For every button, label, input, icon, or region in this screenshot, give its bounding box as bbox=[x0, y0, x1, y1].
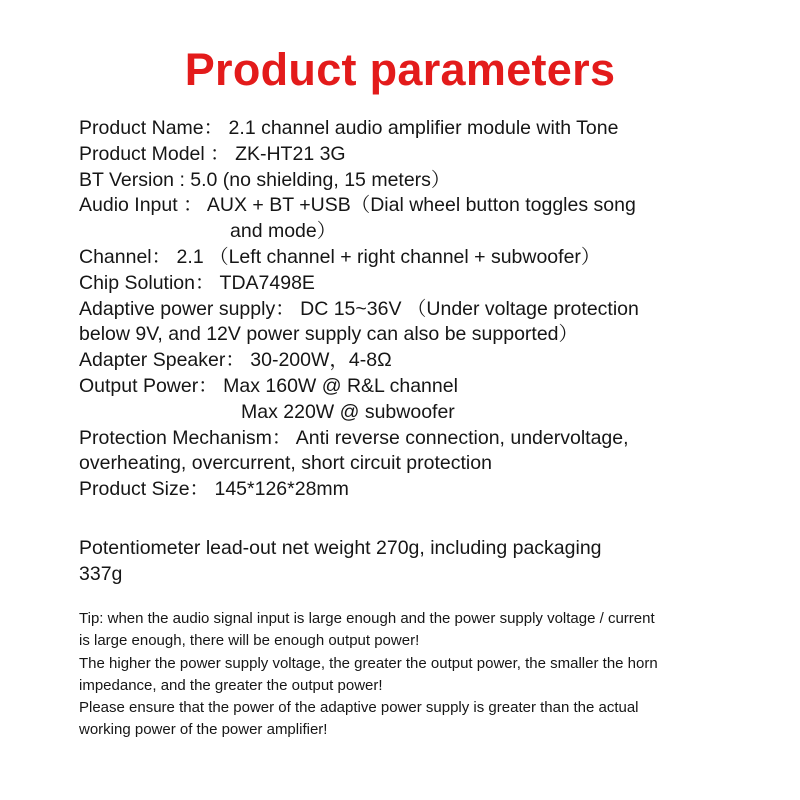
tip-line: impedance, and the greater the output power! bbox=[79, 676, 383, 694]
weight-note bbox=[79, 536, 719, 588]
param-channel: Channel： 2.1 （Left channel + right channel + subwoofer） bbox=[79, 245, 601, 268]
param-protection-cont: overheating, overcurrent, short circuit protection bbox=[79, 452, 492, 475]
param-output-power-cont: Max 220W @ subwoofer bbox=[241, 400, 455, 423]
tip-line: The higher the power supply voltage, the greater the output power, the smaller the horn bbox=[79, 654, 658, 672]
param-chip-solution: Chip Solution： TDA7498E bbox=[79, 271, 315, 294]
tip-line: working power of the power amplifier! bbox=[79, 721, 328, 739]
param-audio-input-cont: and mode） bbox=[230, 220, 337, 243]
param-output-power: Output Power： Max 160W @ R&L channel bbox=[79, 374, 458, 397]
page-title: Product parameters bbox=[184, 44, 616, 95]
weight-line: 337g bbox=[79, 562, 123, 585]
param-bt-version: BT Version : 5.0 (no shielding, 15 meters） bbox=[79, 168, 451, 191]
tips-section bbox=[79, 608, 739, 742]
tip-line: is large enough, there will be enough output power! bbox=[79, 632, 420, 650]
param-product-model: Product Model ： ZK-HT21 3G bbox=[79, 142, 346, 165]
param-product-size: Product Size： 145*126*28mm bbox=[79, 478, 349, 501]
param-adapter-speaker: Adapter Speaker： 30-200W，4-8Ω bbox=[79, 349, 392, 372]
param-protection: Protection Mechanism： Anti reverse connection, undervoltage, bbox=[79, 426, 629, 449]
tip-line: Tip: when the audio signal input is large enough and the power supply voltage / current bbox=[79, 610, 655, 627]
param-audio-input: Audio Input ： AUX + BT +USB（Dial wheel button toggles song bbox=[79, 194, 636, 217]
weight-line: Potentiometer lead-out net weight 270g, including packaging bbox=[79, 537, 602, 559]
param-product-name: Product Name： 2.1 channel audio amplifier module with Tone bbox=[79, 117, 619, 139]
param-power-supply-cont: below 9V, and 12V power supply can also be supported） bbox=[79, 323, 579, 346]
param-power-supply: Adaptive power supply： DC 15~36V （Under voltage protection bbox=[79, 297, 639, 320]
parameter-list bbox=[79, 116, 779, 503]
tip-line: Please ensure that the power of the adaptive power supply is greater than the actual bbox=[79, 699, 639, 717]
